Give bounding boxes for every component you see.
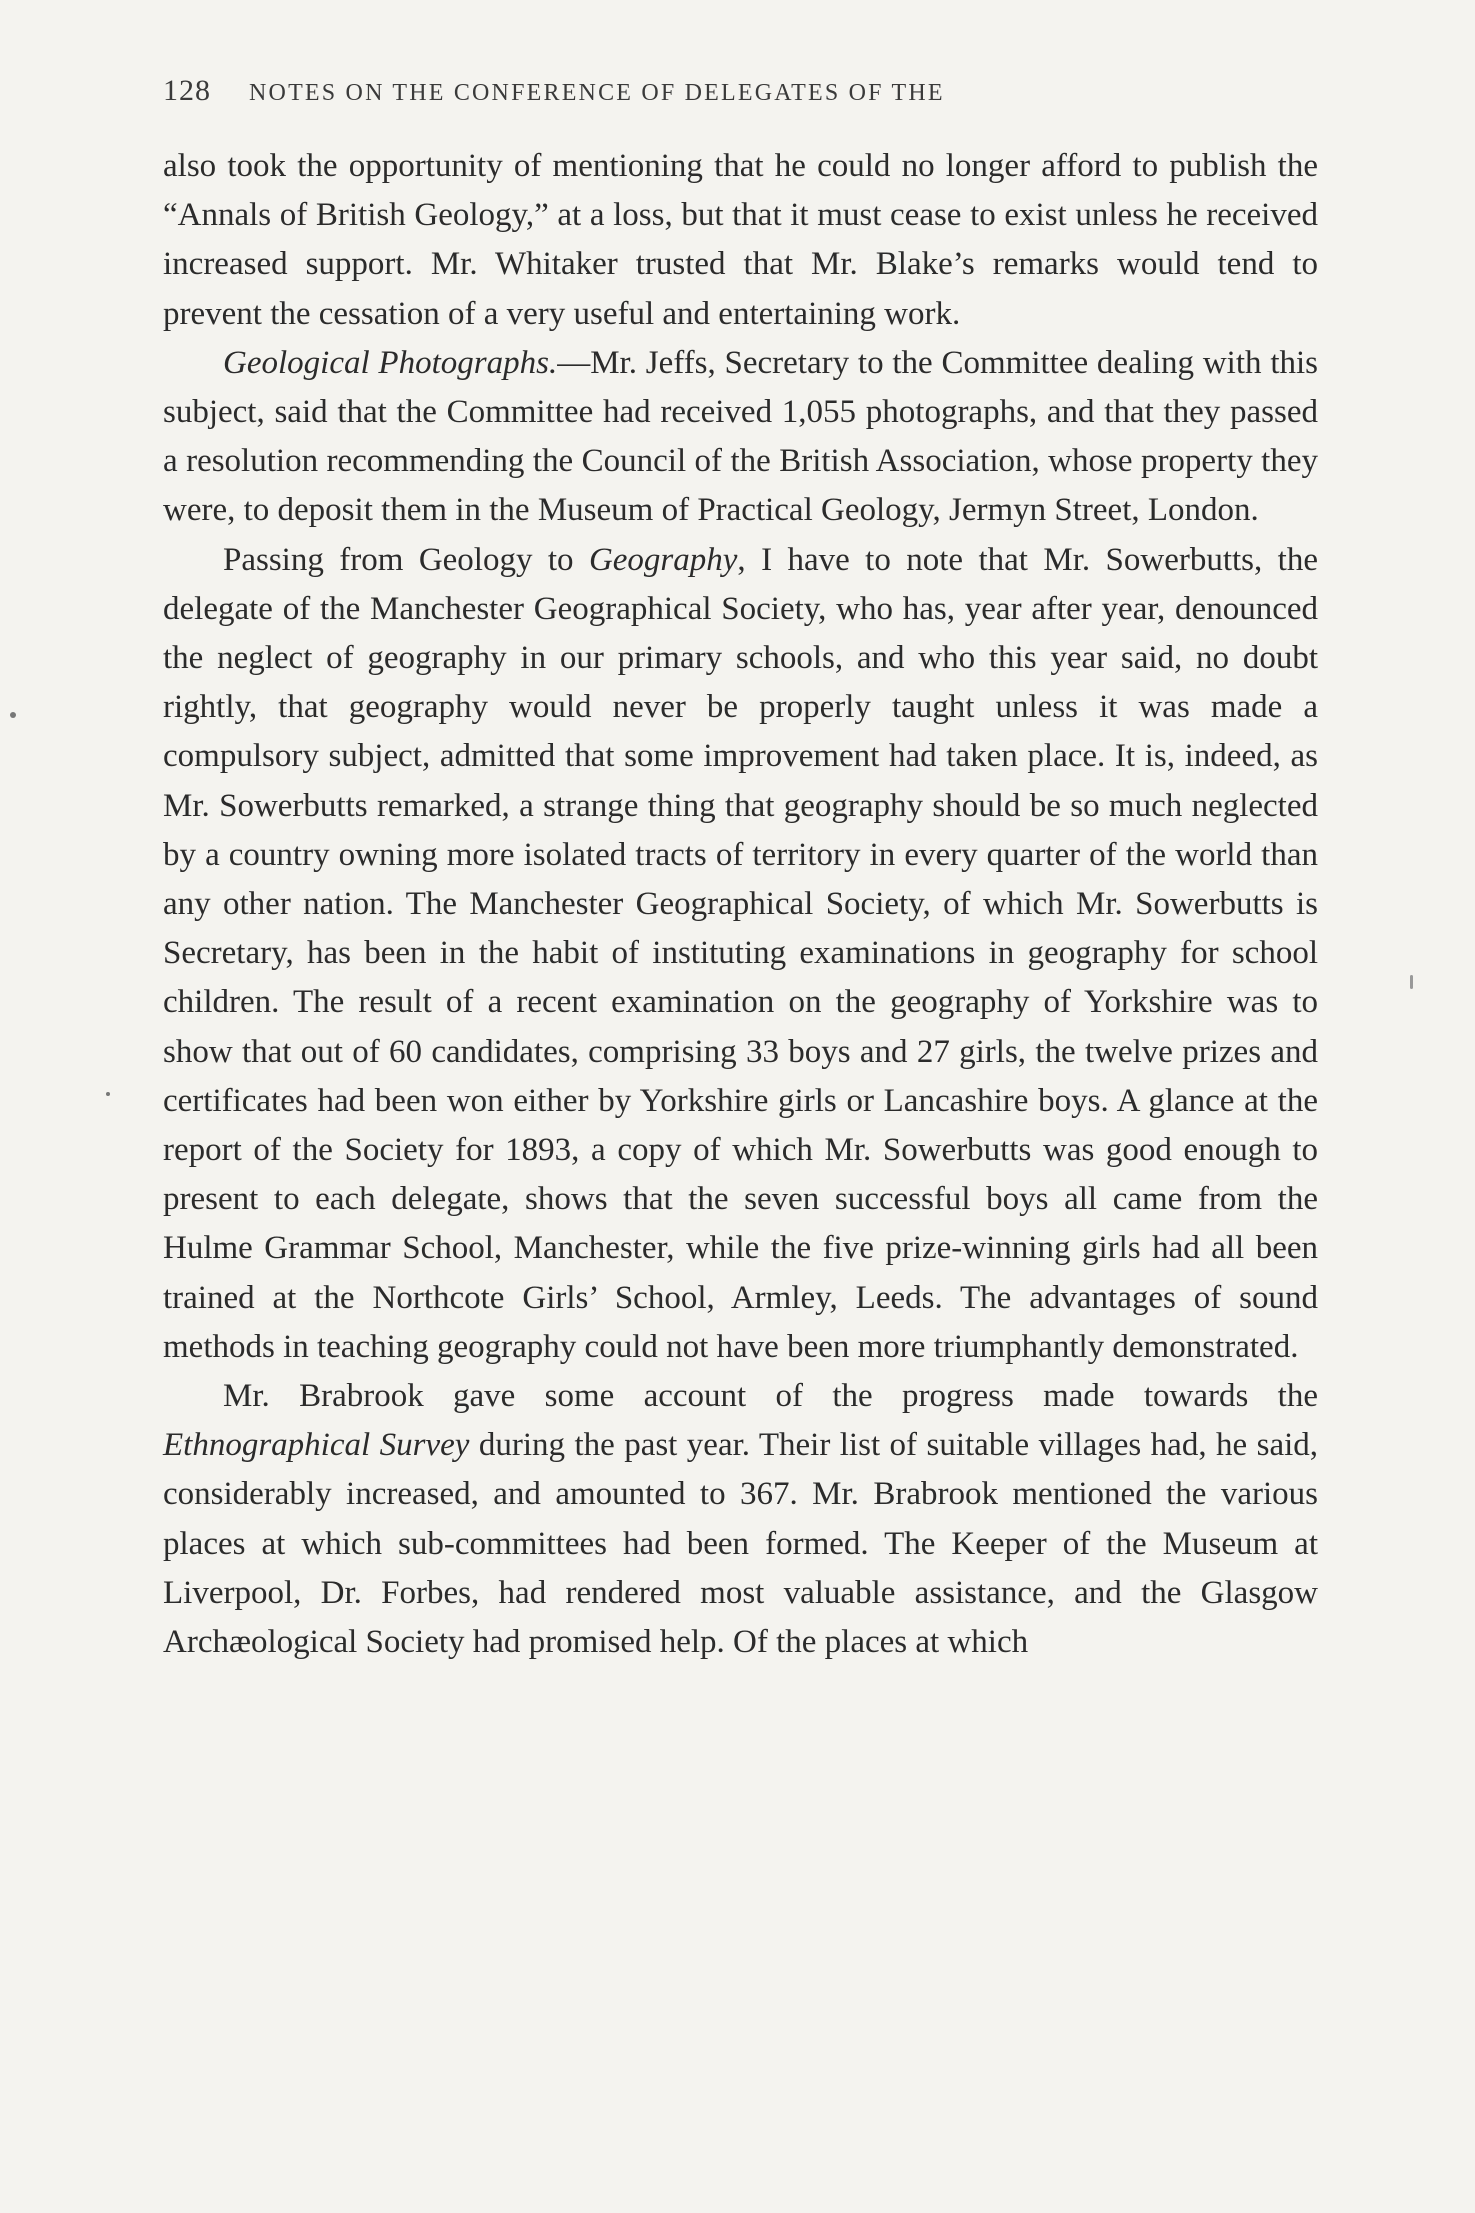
- paragraph-text: , I have to note that Mr. Sowerbutts, the delegate of the Manchester Geographical Society, who has, year after year, denounced the neglect of geography in our primary schools, and who this year said, no doubt rightly, that geography would never be properly taught unless it was made a compulsory subject, admitted that some improvement had taken place. It is, indeed, as Mr. Sowerbutts remarked, a strange thing that geography should be so much neglected by a country owning more isolated tracts of territory in every quarter of the world than any other nation. The Manchester Geographical Society, of which Mr. Sowerbutts is Secretary, has been in the habit of instituting examinations in geography for school children. The result of a recent examination on the geography of Yorkshire was to show that out of 60 candidates, comprising 33 boys and 27 girls, the twelve prizes and certificates had been won either by Yorkshire girls or Lancashire boys. A glance at the report of the Society for 1893, a copy of which Mr. Sowerbutts was good enough to present to each delegate, shows that the seven successful boys all came from the Hulme Grammar School, Manchester, while the five prize-winning girls had all been trained at the Northcote Girls’ School, Armley, Leeds. The advantages of sound methods in teaching geography could not have been more triumphantly demonstrated.: [163, 541, 1318, 1365]
- page-number: 128: [163, 74, 211, 107]
- running-title: NOTES ON THE CONFERENCE OF DELEGATES OF THE: [249, 80, 945, 106]
- paragraph-text: —Mr. Jeffs, Secretary to the Committee dealing with this subject, said that the Committee had received 1,055 photographs, and that they passed a resolution recommending the Council of the British Association, whose property they were, to deposit them in the Museum of Practical Geology, Jermyn Street, London.: [163, 344, 1318, 529]
- paragraph-ethnographical-survey: [163, 1372, 1318, 1667]
- paragraph-text-lead: Mr. Brabrook gave some account of the progress made towards the: [223, 1378, 1318, 1415]
- paper-speck: [1410, 975, 1413, 989]
- section-heading-geography: Geography: [588, 541, 738, 578]
- body-text: [163, 142, 1318, 1667]
- paragraph-annals: [163, 142, 1318, 339]
- paper-speck: [106, 1092, 110, 1096]
- paper-speck: [10, 712, 16, 718]
- paragraph-text: during the past year. Their list of suitable villages had, he said, considerably increased, and amounted to 367. Mr. Brabrook mentioned the various places at which sub-committees had been formed. The Keeper of the Museum at Liverpool, Dr. Forbes, had rendered most valuable assistance, and the Glasgow Archæological Society had promised help. Of the places at which: [163, 1427, 1319, 1661]
- paragraph-geological-photographs: [163, 339, 1318, 536]
- section-heading-geological-photographs: Geological Photographs.: [223, 344, 558, 381]
- paragraph-text-lead: Passing from Geology to: [223, 541, 589, 578]
- paragraph-text: also took the opportunity of mentioning that he could no longer afford to publish the “Annals of British Geology,” at a loss, but that it must cease to exist unless he received increased support. Mr. Whitaker trusted that Mr. Blake’s remarks would tend to prevent the cessation of a very useful and entertaining work.: [163, 148, 1318, 332]
- section-heading-ethnographical-survey: Ethnographical Survey: [163, 1427, 470, 1464]
- running-head: [163, 74, 1198, 108]
- paragraph-geography: [163, 536, 1318, 1372]
